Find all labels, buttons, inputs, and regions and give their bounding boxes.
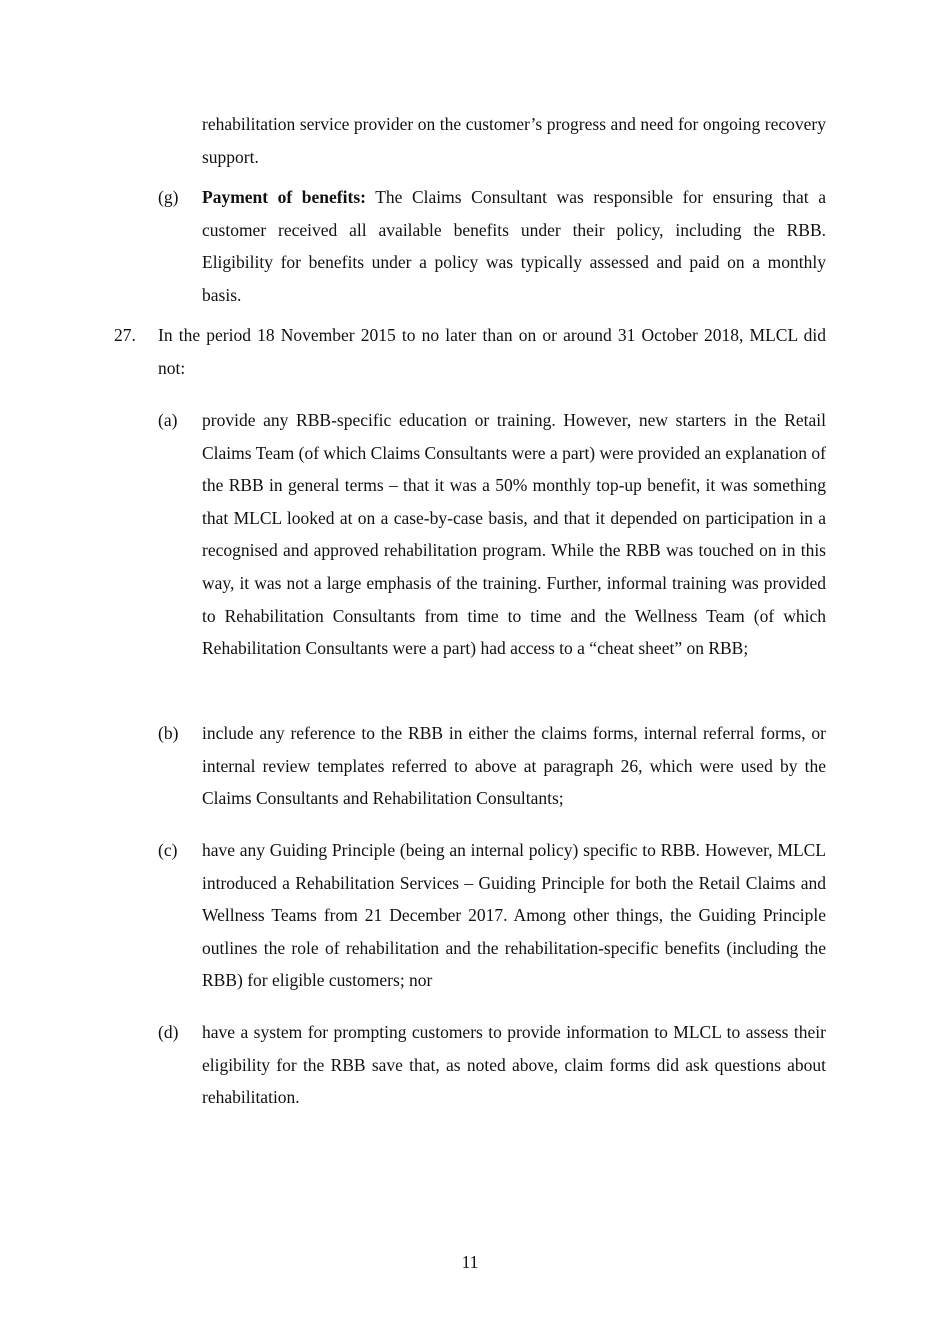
paragraph-27-intro: In the period 18 November 2015 to no later than on or around 31 October 2018, MLCL did not:: [158, 325, 826, 378]
item-b-text: include any reference to the RBB in either the claims forms, internal referral forms, or internal review templates referred to above at paragraph 26, which were used by the Claims Consultants and Rehabilitation Consultants;: [202, 723, 826, 809]
paragraph-27: [114, 319, 826, 384]
list-item-c: [158, 834, 826, 997]
list-item-a: [158, 404, 826, 665]
item-marker: (c): [158, 840, 178, 860]
item-g-heading: Payment of benefits:: [202, 187, 366, 207]
continuation-text: rehabilitation service provider on the customer’s progress and need for ongoing recovery support.: [202, 114, 826, 167]
page-number: 11: [461, 1252, 479, 1272]
list-item-g: [158, 181, 826, 311]
item-d-text: have a system for prompting customers to provide information to MLCL to assess their eligibility for the RBB save that, as noted above, claim forms did ask questions about rehabilitation.: [202, 1022, 826, 1108]
item-marker: (g): [158, 187, 179, 207]
item-g-text: [202, 181, 826, 311]
item-a-text: provide any RBB-specific education or training. However, new starters in the Retail Claims Team (of which Claims Consultants were a part) were provided an explanation of the RBB in general terms – that it was a 50% monthly top-up benefit, it was something that MLCL looked at on a case-by-case basis, and that it depended on participation in a recognised and approved rehabilitation program. While the RBB was touched on in this way, it was not a large emphasis of the training. Further, informal training was provided to Rehabilitation Consultants from time to time and the Wellness Team (of which Rehabilitation Consultants were a part) had access to a “cheat sheet” on RBB;: [202, 410, 826, 659]
item-c-text: have any Guiding Principle (being an internal policy) specific to RBB. However, MLCL introduced a Rehabilitation Services – Guiding Principle for both the Retail Claims and Wellness Teams from 21 December 2017. Among other things, the Guiding Principle outlines the role of rehabilitation and the rehabilitation-specific benefits (including the RBB) for eligible customers; nor: [202, 840, 826, 991]
item-marker: (d): [158, 1022, 179, 1042]
paragraph-number: 27.: [114, 325, 136, 345]
item-marker: (b): [158, 723, 179, 743]
item-g-body: The Claims Consultant was responsible for ensuring that a customer received all available benefits under their policy, including the RBB. Eligibility for benefits under a policy was typically assessed and paid on a monthly basis.: [202, 187, 826, 305]
continuation-paragraph: [202, 108, 826, 173]
list-item-d: [158, 1016, 826, 1114]
item-marker: (a): [158, 410, 178, 430]
list-item-b: [158, 717, 826, 815]
